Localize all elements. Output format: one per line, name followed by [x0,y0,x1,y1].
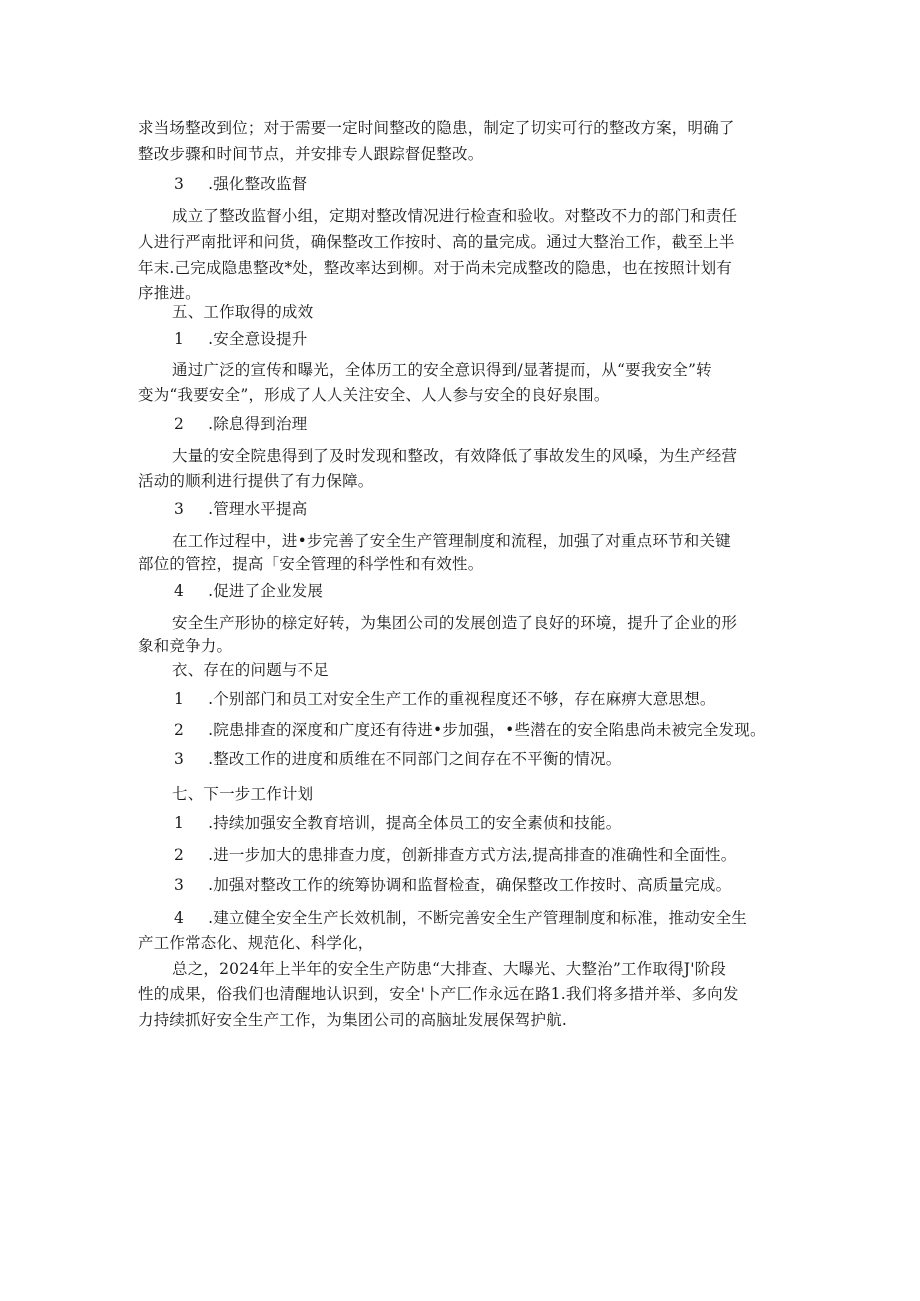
item-number: 1 [174,814,185,832]
item-text: .加强对整改工作的统筹协调和监督检查，确保整改工作按时、高质量完成。 [208,876,732,894]
item-number: 4 [174,582,185,600]
list-item [174,813,621,833]
item-number: 3 [174,750,185,768]
section-heading-next-steps: 七、下一步工作计划 [172,785,314,803]
list-item [174,749,621,769]
item-text: .整改工作的进度和质维在不同部门之间存在不平衡的情况。 [208,750,622,768]
item-text: .除息得到治理 [208,415,308,433]
list-item [174,689,716,709]
paragraph-line: 性的成果，俗我们也清醒地认识到，安全'卜产匚作永远在路1.我们将多措并举、多向发 [138,985,739,1003]
item-text: .进一步加大的患排查力度，创新排查方式方法,提高排查的准确性和全面性。 [208,846,737,864]
item-text: .院患排查的深度和广度还有待进•步加强，•些潜在的安全陷患尚未被完全发现。 [208,721,766,739]
item-text: .个别部门和员工对安全生产工作的重视程度还不够，存在麻痹大意思想。 [208,690,716,708]
paragraph-line: 部位的管控，提高「安全管理的科学性和有效性。 [138,555,484,573]
paragraph-line: 活动的顺利进行提供了有力保障。 [138,472,374,490]
section-heading-achievements: 五、工作取得的成效 [172,303,314,321]
paragraph-line: 总之，2024年上半年的安全生产防患“大排查、大曝光、大整治”工作取得J'阶段 [172,960,727,978]
item-number: 2 [174,721,185,739]
paragraph-line: 人进行严南批评和问货，确保整改工作按时、高的量完成。通过大整治工作，截至上半 [138,233,735,251]
paragraph-line: 产工作常态化、规范化、科学化， [138,934,374,952]
paragraph-line: 整改步骤和时间节点，并安排专人跟踪督促整改。 [138,145,484,163]
item-text: .安全意设提升 [208,330,308,348]
item-text: .促进了企业发展 [208,582,324,600]
paragraph-line: 通过广泛的宣传和曝光，全体历工的安全意识得到/显著提而，从“要我安全”转 [172,361,712,379]
item-number: 1 [174,690,185,708]
paragraph-line: 求当场整改到位；对于需要一定时间整改的隐患，制定了切实可行的整改方案，明确了 [138,119,735,137]
list-item [174,414,307,434]
list-item [174,908,747,928]
item-text: .持续加强安全教育培训，提高全体员工的安全素侦和技能。 [208,814,622,832]
paragraph-line: 安全生产形协的榇定好转，为集团公司的发展创造了良好的环境，提升了企业的形 [172,614,738,632]
list-item [174,875,731,895]
item-number: 2 [174,415,185,433]
paragraph-line: 力持续抓好安全生产工作，为集团公司的高脑址发展保驾护航. [138,1011,568,1029]
list-item [174,329,307,349]
list-item [174,499,307,519]
item-text: .建立健全安全生产长效机制，不断完善安全生产管理制度和标准，推动安全生 [208,909,747,927]
paragraph-line: 在工作过程中，进•步完善了安全生产管理制度和流程，加强了对重点环节和关键 [172,532,731,550]
section-heading-problems: 衣、存在的问题与不足 [172,661,330,679]
list-item [174,720,766,740]
list-item [174,845,736,865]
paragraph-line: 序推进。 [138,284,201,302]
paragraph-line: 成立了整改监督小组，定期对整改情况进行检查和验收。对整改不力的部门和责任 [172,207,738,225]
list-item [174,581,323,601]
paragraph-line: 变为“我要安全”，形成了人人关注安全、人人参与安全的良好泉围。 [138,386,610,404]
item-text: .管理水平提高 [208,500,308,518]
paragraph-line: 大量的安全院患得到了及时发现和整改，有效降低了事故发生的风嗓，为生产经营 [172,447,738,465]
item-number: 3 [174,876,185,894]
item-number: 4 [174,909,185,927]
paragraph-line: 象和竞争力。 [138,637,233,655]
item-number: 3 [174,175,185,193]
paragraph-line: 年末.己完成隐患整改*处，整改率达到柳。对于尚未完成整改的隐患，也在按照计划有 [138,259,732,277]
subheading-strengthen-supervision [174,174,307,194]
item-text: .强化整改监督 [208,175,308,193]
item-number: 2 [174,846,185,864]
item-number: 1 [174,330,185,348]
item-number: 3 [174,500,185,518]
